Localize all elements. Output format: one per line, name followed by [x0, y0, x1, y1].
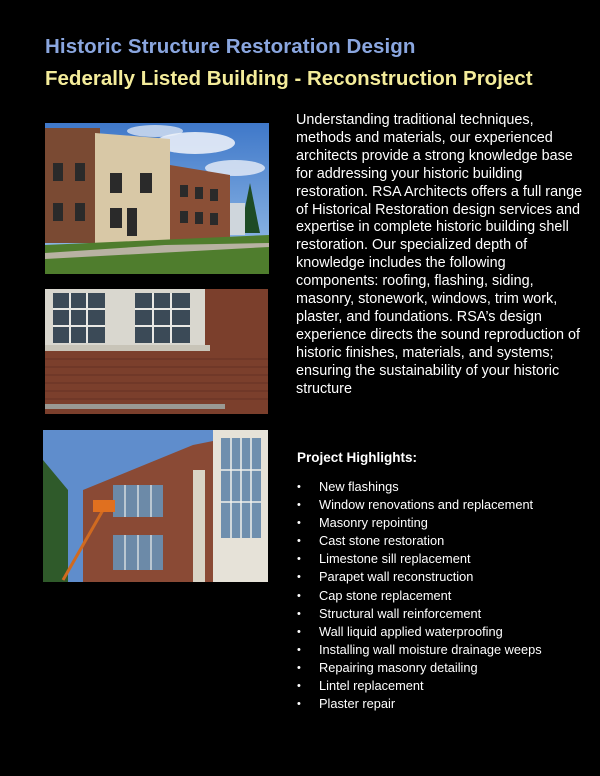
bullet-icon: • — [297, 481, 301, 493]
bullet-icon: • — [297, 589, 301, 602]
window-brick-detail-photo — [45, 289, 268, 414]
bullet-icon: • — [297, 661, 301, 674]
building-exterior-photo — [45, 123, 269, 274]
list-item: • Masonry repointing — [296, 514, 586, 532]
list-item: • Cap stone replacement — [296, 587, 586, 605]
list-item: • Installing wall moisture drainage weeps — [296, 641, 586, 659]
bullet-icon: • — [297, 571, 301, 584]
description-paragraph-2: restoration. Our specialized depth of knowledge includes the following components: roofing, flashing, siding, masonry, stonework, windows, trim work, plaster, and foundations. RSA’s design experience directs the sound reproduction of historic finishes, materials, and systems; ensuring the sustainability of your historic structure — [296, 237, 580, 397]
bullet-icon: • — [297, 643, 301, 656]
list-item: • Structural wall reinforcement — [296, 605, 586, 623]
list-item: • Parapet wall reconstruction — [296, 568, 586, 586]
list-item: • Limestone sill replacement — [296, 550, 586, 568]
bullet-icon: • — [297, 517, 301, 530]
bullet-icon: • — [297, 535, 301, 548]
bullet-icon: • — [297, 680, 301, 693]
bullet-icon: • — [297, 625, 301, 638]
page-subtitle: Federally Listed Building - Reconstruction Project — [45, 67, 533, 90]
list-item: • Plaster repair — [296, 695, 586, 713]
page-title: Historic Structure Restoration Design — [45, 35, 416, 58]
description-paragraph-1: Understanding traditional techniques, methods and materials, our experienced architects provide a strong knowledge base for addressing your historic building restoration. RSA Architects offers a full range of Historical Restoration design services and expertise in complete historic building shell — [296, 112, 583, 236]
description-text — [296, 112, 586, 399]
list-item: • Cast stone restoration — [296, 532, 586, 550]
school-building-lift-photo — [43, 430, 268, 582]
highlights-list — [296, 478, 586, 713]
list-item: • Wall liquid applied waterproofing — [296, 623, 586, 641]
bullet-icon: • — [297, 607, 301, 620]
bullet-icon: • — [297, 553, 301, 566]
list-item: • Repairing masonry detailing — [296, 659, 586, 677]
list-item: • New flashings — [296, 478, 586, 496]
bullet-icon: • — [297, 499, 301, 512]
list-item: • Window renovations and replacement — [296, 496, 586, 514]
bullet-icon: • — [297, 698, 301, 711]
highlights-title: Project Highlights: — [297, 450, 418, 465]
list-item: • Lintel replacement — [296, 677, 586, 695]
